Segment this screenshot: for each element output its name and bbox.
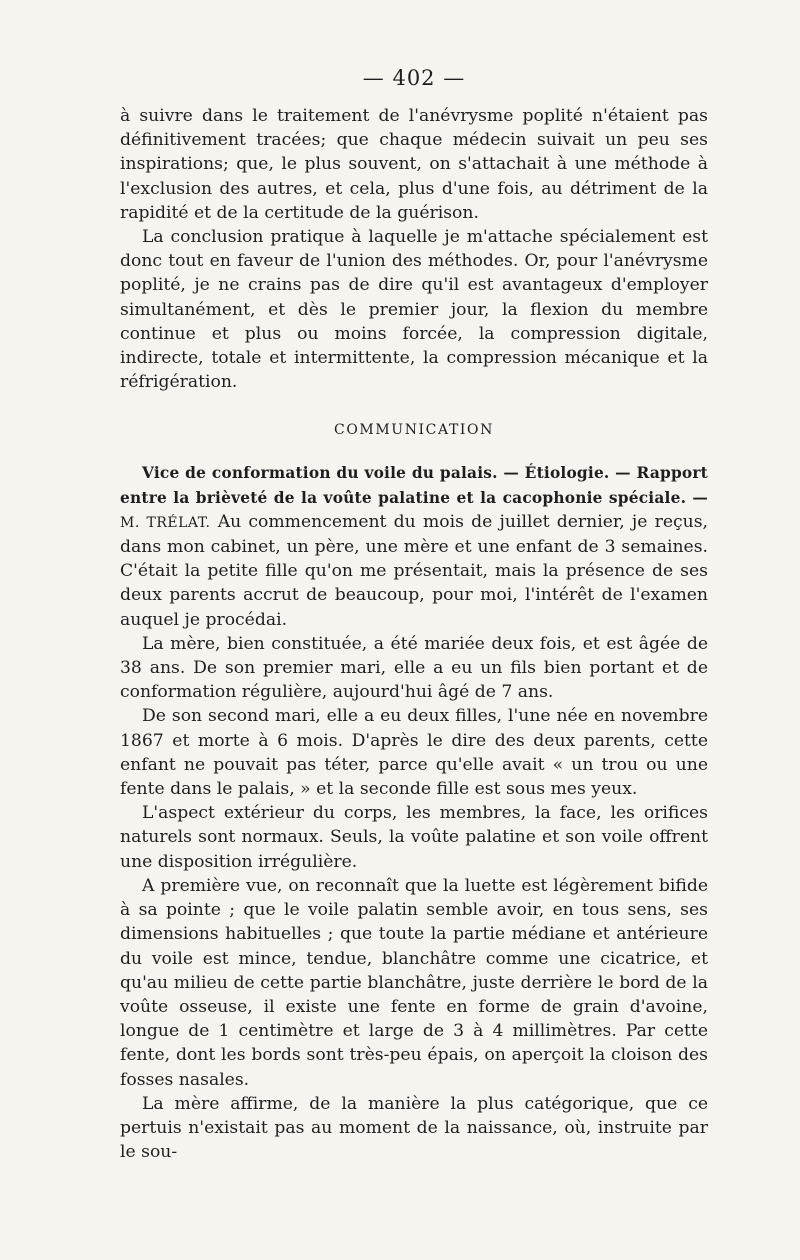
paragraph-intro-1: à suivre dans le traitement de l'anévrysme poplité n'étaient pas définitivement tracées; que chaque médecin suivait un peu ses inspirations; que, le plus souvent, on s'attachait à une méthode à l'exclusion des autres, et cela, plus d'une fois, au détriment de la rapidité et de la certitude de la guérison.: [120, 106, 708, 223]
communication-first-text: Au commencement du mois de juillet dernier, je reçus, dans mon cabinet, un père, une mère et une enfant de 3 semaines. C'était la petite fille qu'on me présentait, mais la présence de ses deux parents accrut de beaucoup, pour moi, l'intérêt de l'examen auquel je procédai.: [120, 511, 708, 630]
paragraph-body-4: A première vue, on reconnaît que la luette est légèrement bifide à sa pointe ; que le voile palatin semble avoir, en tous sens, ses dimensions habituelles ; que toute la partie médiane et antérieure du voile est mince, tendue, blanchâtre comme une cicatrice, et qu'au milieu de cette partie blanchâtre, juste derrière le bord de la voûte osseuse, il existe une fente en forme de grain d'avoine, longue de 1 centimètre et large de 3 à 4 millimètres. Par cette fente, dont les bords sont très-peu épais, on aperçoit la cloison des fosses nasales.: [120, 875, 708, 1090]
page-number: — 402 —: [362, 66, 466, 90]
section-heading: COMMUNICATION: [334, 422, 494, 439]
paragraph-body-1: La mère, bien constituée, a été mariée deux fois, et est âgée de 38 ans. De son premier mari, elle a eu un fils bien portant et de conformation régulière, aujourd'hui âgé de 7 ans.: [120, 633, 708, 703]
communication-subject: Vice de conformation du voile du palais. — Étiologie. — Rapport entre la brièveté de la voûte palatine et la cacophonie spéciale. —: [120, 464, 708, 507]
paragraph-intro-2: La conclusion pratique à laquelle je m'attache spécialement est donc tout en faveur de l'union des méthodes. Or, pour l'anévrysme poplité, je ne crains pas de dire qu'il est avantageux d'employer simultanément, et dès le premier jour, la flexion du membre continue et plus ou moins forcée, la compression digitale, indirecte, totale et intermittente, la compression mécanique et la réfrigération.: [120, 227, 708, 393]
paragraph-body-2: De son second mari, elle a eu deux filles, l'une née en novembre 1867 et morte à 6 mois. D'après le dire des deux parents, cette enfant ne pouvait pas téter, parce qu'elle avait « un trou ou une fente dans le palais, » et la seconde fille est sous mes yeux.: [120, 706, 708, 800]
communication-author: M. TRÉLAT.: [120, 514, 211, 531]
communication-first-paragraph: [120, 461, 708, 631]
paragraph-body-5: La mère affirme, de la manière la plus catégorique, que ce pertuis n'existait pas au moment de la naissance, où, instruite par le sou-: [120, 1093, 708, 1163]
paragraph-body-3: L'aspect extérieur du corps, les membres, la face, les orifices naturels sont normaux. Seuls, la voûte palatine et son voile offrent une disposition irrégulière.: [120, 803, 708, 872]
